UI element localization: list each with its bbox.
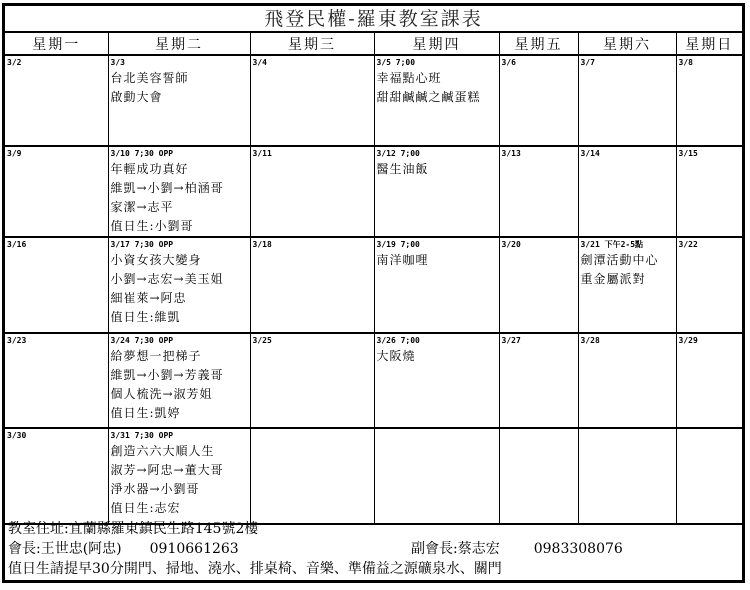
week-row <box>5 237 742 333</box>
day-cell[interactable] <box>108 55 250 146</box>
event-line: 南洋咖哩 <box>376 253 429 267</box>
day-cell[interactable] <box>499 146 578 237</box>
weekday-header: 星期日 <box>676 33 742 55</box>
day-date: 3/28 <box>580 336 600 345</box>
day-cell[interactable] <box>676 55 742 146</box>
president-phone: 0910661263 <box>149 541 239 557</box>
weekday-header-row <box>5 33 742 55</box>
week-row <box>5 333 742 428</box>
day-date: 3/31 7;30 OPP <box>110 431 174 440</box>
weekday-header: 星期二 <box>108 33 250 55</box>
event-line: 甜甜鹹鹹之鹹蛋糕 <box>376 90 481 104</box>
day-date: 3/13 <box>501 149 521 158</box>
day-cell[interactable] <box>108 237 250 333</box>
day-cell[interactable] <box>374 333 499 428</box>
day-date: 3/23 <box>7 336 27 345</box>
day-date: 3/30 <box>7 431 27 440</box>
weekday-header: 星期六 <box>578 33 676 55</box>
president-label: 會長:王世忠(阿忠) <box>8 541 122 557</box>
day-cell[interactable] <box>5 146 108 237</box>
day-cell[interactable] <box>250 333 374 428</box>
day-date: 3/4 <box>252 58 267 67</box>
day-cell[interactable] <box>108 146 250 237</box>
event-line: 值日生:維凱 <box>110 310 181 324</box>
footer-info <box>5 516 742 580</box>
week-row <box>5 428 742 524</box>
day-cell[interactable] <box>578 428 676 524</box>
event-line: 年輕成功真好 <box>110 162 189 176</box>
day-date: 3/8 <box>678 58 693 67</box>
day-date: 3/24 7;30 OPP <box>110 336 174 345</box>
day-cell[interactable] <box>108 333 250 428</box>
day-date: 3/18 <box>252 240 272 249</box>
day-date: 3/14 <box>580 149 600 158</box>
day-date: 3/26 7;00 <box>376 336 420 345</box>
weekday-header: 星期一 <box>5 33 108 55</box>
day-date: 3/20 <box>501 240 521 249</box>
event-line: 維凱→小劉→柏涵哥 <box>110 181 224 195</box>
event-line: 給夢想一把梯子 <box>110 349 202 363</box>
vice-president <box>411 539 623 559</box>
day-cell[interactable] <box>250 237 374 333</box>
event-line: 個人梳洗→淑芳姐 <box>110 387 213 401</box>
weekday-header: 星期四 <box>374 33 499 55</box>
event-line: 值日生:志宏 <box>110 501 181 515</box>
vice-president-phone: 0983308076 <box>533 541 623 557</box>
event-line: 醫生油飯 <box>376 162 429 176</box>
day-cell[interactable] <box>374 55 499 146</box>
day-date: 3/29 <box>678 336 698 345</box>
day-date: 3/6 <box>501 58 516 67</box>
contacts-line <box>8 539 742 559</box>
event-line: 幸福點心班 <box>376 71 442 85</box>
event-line: 台北美容誓師 <box>110 71 189 85</box>
event-line: 重金屬派對 <box>580 272 646 286</box>
event-line: 細崔萊→阿忠 <box>110 291 187 305</box>
address-line: 教室住址:宜蘭縣羅東鎮民生路145號2樓 <box>8 521 259 537</box>
weekday-header: 星期三 <box>250 33 374 55</box>
day-cell[interactable] <box>5 237 108 333</box>
day-date: 3/25 <box>252 336 272 345</box>
day-cell[interactable] <box>108 428 250 524</box>
day-cell[interactable] <box>578 333 676 428</box>
day-cell[interactable] <box>578 237 676 333</box>
day-cell[interactable] <box>578 55 676 146</box>
day-cell[interactable] <box>578 146 676 237</box>
day-cell[interactable] <box>676 146 742 237</box>
event-line: 淑芳→阿忠→董大哥 <box>110 463 224 477</box>
week-row <box>5 55 742 146</box>
weekday-header: 星期五 <box>499 33 578 55</box>
day-cell[interactable] <box>250 55 374 146</box>
day-date: 3/2 <box>7 58 22 67</box>
day-date: 3/15 <box>678 149 698 158</box>
day-cell[interactable] <box>499 55 578 146</box>
day-cell[interactable] <box>374 428 499 524</box>
vice-president-label: 副會長:蔡志宏 <box>411 541 500 557</box>
day-cell[interactable] <box>5 428 108 524</box>
day-cell[interactable] <box>374 237 499 333</box>
event-line: 值日生:凱婷 <box>110 406 181 420</box>
page-title: 飛登民權-羅東教室課表 <box>5 6 742 33</box>
day-date: 3/7 <box>580 58 595 67</box>
week-row <box>5 146 742 237</box>
day-date: 3/22 <box>678 240 698 249</box>
day-cell[interactable] <box>676 428 742 524</box>
day-date: 3/21 下午2-5點 <box>580 240 644 249</box>
event-line: 維凱→小劉→芳義哥 <box>110 368 224 382</box>
day-date: 3/5 7;00 <box>376 58 416 67</box>
duty-note: 值日生請提早30分開門、掃地、澆水、排桌椅、音樂、準備益之源礦泉水、關門 <box>8 561 502 577</box>
event-line: 小劉→志宏→美玉姐 <box>110 272 224 286</box>
day-date: 3/11 <box>252 149 272 158</box>
event-line: 淨水器→小劉哥 <box>110 482 200 496</box>
day-cell[interactable] <box>499 237 578 333</box>
day-cell[interactable] <box>676 333 742 428</box>
event-line: 值日生:小劉哥 <box>110 219 194 233</box>
event-line: 創造六六大順人生 <box>110 444 215 458</box>
day-cell[interactable] <box>5 333 108 428</box>
event-line: 小資女孩大變身 <box>110 253 202 267</box>
day-cell[interactable] <box>374 146 499 237</box>
day-date: 3/17 7;30 OPP <box>110 240 174 249</box>
day-cell[interactable] <box>5 55 108 146</box>
day-cell[interactable] <box>250 146 374 237</box>
day-date: 3/16 <box>7 240 27 249</box>
calendar-table <box>5 33 742 525</box>
day-date: 3/19 7;00 <box>376 240 420 249</box>
day-cell[interactable] <box>250 428 374 524</box>
event-line: 大阪燒 <box>376 349 416 363</box>
day-cell[interactable] <box>499 428 578 524</box>
event-line: 家潔→志平 <box>110 200 174 214</box>
event-line: 啟動大會 <box>110 90 163 104</box>
day-date: 3/9 <box>7 149 22 158</box>
day-cell[interactable] <box>499 333 578 428</box>
event-line: 劍潭活動中心 <box>580 253 659 267</box>
day-date: 3/3 <box>110 58 125 67</box>
day-date: 3/10 7;30 OPP <box>110 149 174 158</box>
schedule-sheet <box>2 3 745 583</box>
day-date: 3/12 7;00 <box>376 149 420 158</box>
day-date: 3/27 <box>501 336 521 345</box>
day-cell[interactable] <box>676 237 742 333</box>
